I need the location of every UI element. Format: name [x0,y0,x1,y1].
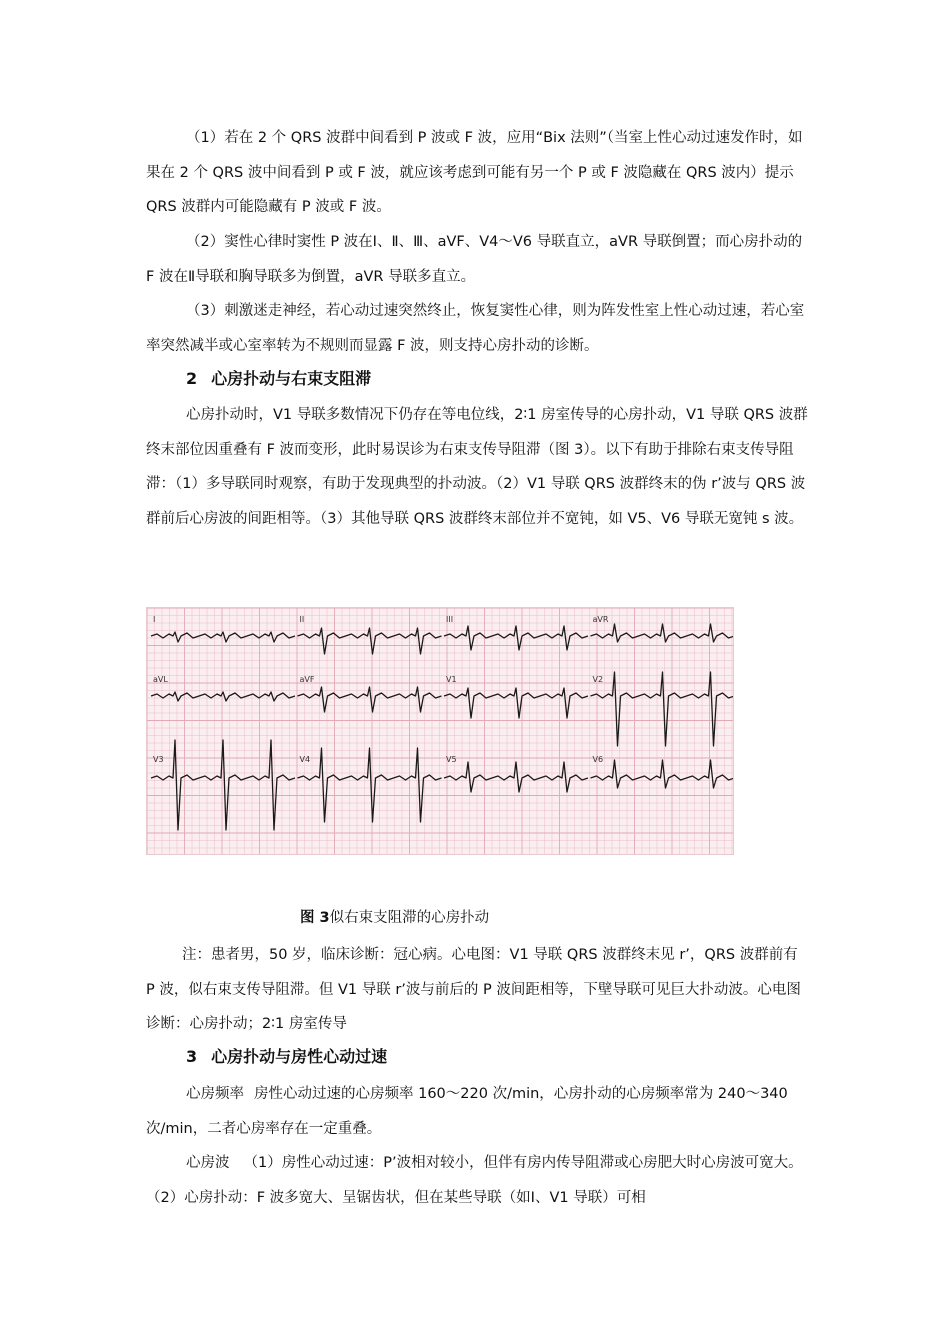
ecg-trace-ii [298,628,442,654]
ecg-trace-i [151,632,295,642]
ecg-lead-label-v1: V1 [446,675,457,684]
figure-note: 注：患者男，50 岁，临床诊断：冠心病。心电图：V1 导联 QRS 波群终末见 r’，QRS 波群前有 P 波，似右束支传导阻滞。但 V1 导联 r’波与前后的 P 波间距相等，下壁导联可见巨大扑动波。心电图诊断：心房扑动；2∶1 房室传导 [146,947,801,1032]
ecg-lead-label-avf: aVF [299,675,315,684]
ecg-trace-v4 [298,748,442,822]
ecg-lead-label-v2: V2 [592,675,604,684]
ecg-lead-label-iii: III [446,615,454,624]
section-heading-2: 2 心房扑动与右束支阻滞 [186,369,372,388]
ecg-lead-label-v6: V6 [592,755,604,764]
paragraph-atrial-rate: 心房频率 房性心动过速的心房频率 160～220 次/min，心房扑动的心房频率常为 240～340 次/min，二者心房率存在一定重叠。 [146,1086,788,1137]
figure-caption: 图 3似右束支阻滞的心房扑动 [300,910,490,926]
ecg-trace-v5 [444,762,588,792]
ecg-lead-label-v4: V4 [299,755,311,764]
paragraph-p-wave-polarity: （2）窦性心律时窦性 P 波在Ⅰ、Ⅱ、Ⅲ、aVF、V4～V6 导联直立，aVR 导联倒置；而心房扑动的 F 波在Ⅱ导联和胸导联多为倒置，aVR 导联多直立。 [146,234,803,285]
paragraph-vagal-stimulation: （3）刺激迷走神经，若心动过速突然终止，恢复窦性心律，则为阵发性室上性心动过速，若心室率突然减半或心室率转为不规则而显露 F 波，则支持心房扑动的诊断。 [146,303,805,354]
paragraph-atrial-wave: 心房波 （1）房性心动过速：P’波相对较小，但伴有房内传导阻滞或心房肥大时心房波可宽大。（2）心房扑动：F 波多宽大、呈锯齿状，但在某些导联（如Ⅰ、V1 导联）可相 [146,1155,803,1206]
ecg-lead-label-avl: aVL [153,675,168,684]
section-heading-3: 3 心房扑动与房性心动过速 [186,1047,388,1066]
ecg-trace-avl [151,692,295,701]
ecg-tracing [147,608,733,854]
ecg-figure [146,607,734,855]
paragraph-rbbb-discussion: 心房扑动时，V1 导联多数情况下仍存在等电位线，2∶1 房室传导的心房扑动，V1 导联 QRS 波群终末部位因重叠有 F 波而变形，此时易误诊为右束支传导阻滞（图 3）。以下有助于排除右束支传导阻滞：（1）多导联同时观察，有助于发现典型的扑动波。（2）V1 导联 QRS 波群终末的伪 r’波与 QRS 波群前后心房波的间距相等。（3）其他导联 QRS 波群终末部位并不宽钝，如 V5、V6 导联无宽钝 s 波。 [146,407,808,527]
ecg-lead-label-avr: aVR [592,615,609,624]
ecg-trace-v1 [444,688,588,718]
ecg-lead-label-v5: V5 [446,755,457,764]
ecg-lead-label-i: I [153,615,156,624]
paragraph-bix-rule: （1）若在 2 个 QRS 波群中间看到 P 波或 F 波，应用“Bix 法则”（当室上性心动过速发作时，如果在 2 个 QRS 波中间看到 P 或 F 波，就应该考虑到可能有另一个 P 或 F 波隐藏在 QRS 波内）提示 QRS 波群内可能隐藏有 P 波或 F 波。 [146,130,803,215]
ecg-trace-avf [298,687,442,712]
ecg-lead-label-v3: V3 [153,755,164,764]
ecg-lead-label-ii: II [299,615,305,624]
ecg-grid [147,608,733,854]
ecg-trace-v3 [151,740,295,830]
